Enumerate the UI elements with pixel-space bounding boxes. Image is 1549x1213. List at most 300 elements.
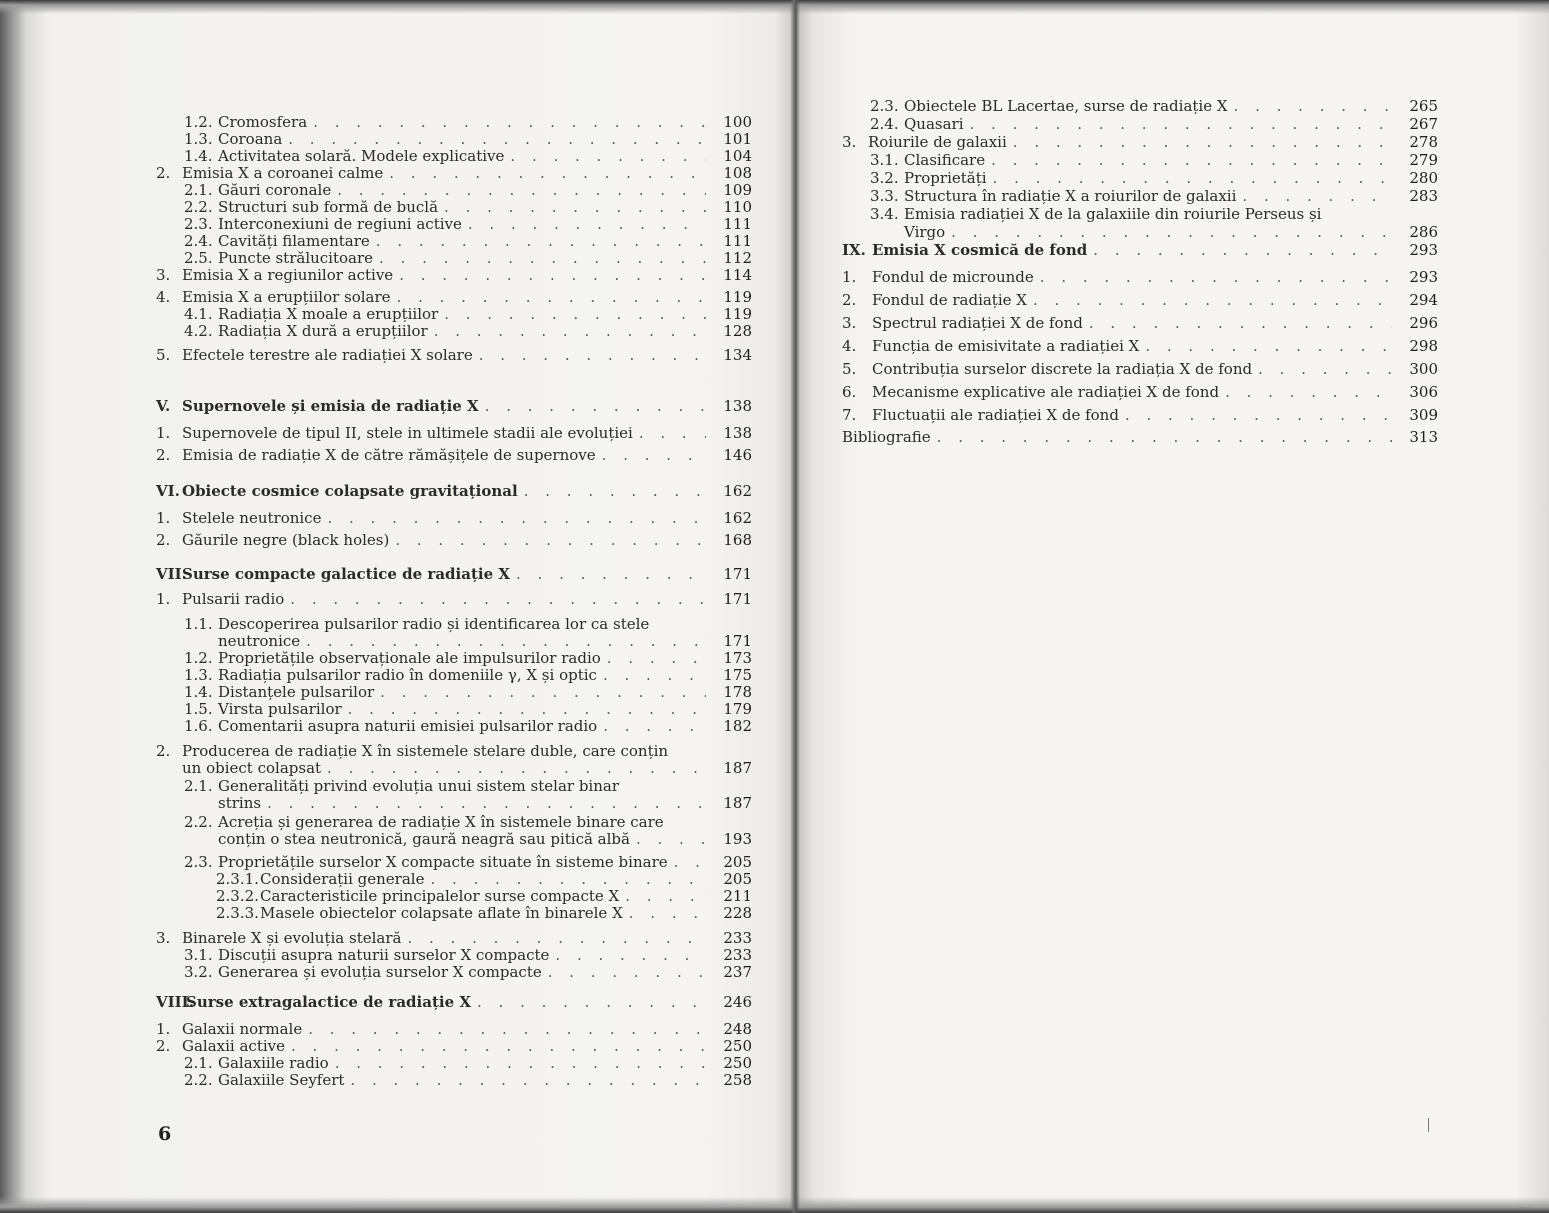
toc-page-number: 146	[723, 446, 752, 464]
toc-number: 1.	[156, 424, 171, 442]
toc-entry	[156, 113, 752, 131]
toc-number: 5.	[156, 346, 171, 364]
toc-entry	[842, 337, 1438, 355]
toc-title: Emisia de radiație X de către rămășițele de supernove	[182, 446, 596, 464]
toc-entry	[156, 649, 752, 667]
toc-number: 1.2.	[184, 113, 213, 131]
toc-title: Radiația X dură a erupțiilor	[218, 322, 428, 340]
leader-dots	[603, 666, 706, 684]
pencil-mark	[1428, 1118, 1429, 1132]
toc-page-number: 138	[723, 424, 752, 442]
toc-entry	[842, 151, 1438, 169]
toc-title: Distanțele pulsarilor	[218, 683, 375, 701]
toc-entry	[156, 700, 752, 718]
leader-dots	[636, 830, 706, 848]
toc-entry-continuation	[156, 632, 752, 650]
leader-dots	[485, 397, 706, 415]
leader-dots	[516, 565, 706, 583]
toc-page-number: 298	[1409, 337, 1438, 355]
toc-number: 2.2.	[184, 813, 213, 831]
toc-title-continuation: un obiect colapsat	[182, 759, 322, 777]
toc-page-number: 306	[1409, 383, 1438, 401]
leader-dots	[350, 1071, 706, 1089]
toc-page-number: 182	[723, 717, 752, 735]
toc-entry-continuation	[156, 759, 752, 777]
toc-entry	[156, 904, 752, 922]
toc-number: 3.2.	[870, 169, 899, 187]
toc-entry	[156, 288, 752, 306]
toc-entry	[156, 181, 752, 199]
toc-entry	[156, 887, 752, 905]
toc-title: Spectrul radiației X de fond	[872, 314, 1083, 332]
toc-page-number: 111	[723, 232, 752, 250]
toc-number: V.	[156, 397, 171, 415]
toc-number: 6.	[842, 383, 857, 401]
toc-chapter	[842, 241, 1438, 259]
leader-dots	[335, 1054, 706, 1072]
toc-entry	[156, 813, 752, 831]
toc-page-number: 294	[1409, 291, 1438, 309]
toc-page-number: 119	[723, 288, 752, 306]
toc-number: 1.	[156, 1020, 171, 1038]
toc-chapter	[156, 993, 752, 1011]
toc-page-number: 179	[723, 700, 752, 718]
leader-dots	[267, 794, 706, 812]
toc-title: Proprietăți	[904, 169, 987, 187]
toc-page-number: 162	[723, 482, 752, 500]
toc-title-continuation: neutronice	[218, 632, 301, 650]
toc-number: 2.	[842, 291, 857, 309]
leader-dots	[380, 683, 706, 701]
toc-entry-continuation	[156, 794, 752, 812]
toc-page-number: 265	[1409, 97, 1438, 115]
toc-entry	[156, 717, 752, 735]
leader-dots	[1033, 291, 1392, 309]
leader-dots	[1089, 314, 1392, 332]
toc-number: 3.2.	[184, 963, 213, 981]
toc-title: Galaxii active	[182, 1037, 286, 1055]
toc-entry	[156, 232, 752, 250]
leader-dots	[389, 164, 706, 182]
toc-title: Galaxii normale	[182, 1020, 303, 1038]
toc-title: Bibliografie	[842, 428, 931, 446]
leader-dots	[313, 113, 706, 131]
toc-title: Clasificare	[904, 151, 986, 169]
toc-number: 2.2.	[184, 198, 213, 216]
toc-entry	[156, 683, 752, 701]
toc-page-number: 286	[1409, 223, 1438, 241]
book-spine	[790, 0, 800, 1213]
leader-dots	[524, 482, 706, 500]
leader-dots	[1093, 241, 1392, 259]
leader-dots	[991, 151, 1392, 169]
toc-entry	[156, 777, 752, 795]
leader-dots	[1125, 406, 1392, 424]
toc-page-number: 205	[723, 853, 752, 871]
toc-chapter	[156, 482, 752, 500]
toc-title: Radiația pulsarilor radio în domeniile γ, X și optic	[218, 666, 597, 684]
toc-number: 2.	[156, 531, 171, 549]
toc-entry	[156, 249, 752, 267]
toc-number: 3.1.	[184, 946, 213, 964]
toc-entry	[842, 115, 1438, 133]
toc-title-continuation: Virgo	[904, 223, 946, 241]
leader-dots	[306, 632, 706, 650]
leader-dots	[468, 215, 706, 233]
toc-entry-continuation	[156, 830, 752, 848]
toc-page-number: 280	[1409, 169, 1438, 187]
leader-dots	[1145, 337, 1392, 355]
toc-number: 2.	[156, 1037, 171, 1055]
leader-dots	[603, 717, 706, 735]
toc-entry	[842, 406, 1438, 424]
leader-dots	[674, 853, 706, 871]
leader-dots	[1040, 268, 1392, 286]
toc-entry	[156, 1037, 752, 1055]
toc-page-number: 279	[1409, 151, 1438, 169]
toc-number: 2.	[156, 164, 171, 182]
toc-entry	[156, 266, 752, 284]
leader-dots	[1258, 360, 1392, 378]
toc-title: Galaxiile Seyfert	[218, 1071, 345, 1089]
toc-number: 2.3.	[870, 97, 899, 115]
toc-number: 3.	[842, 133, 857, 151]
leader-dots	[477, 993, 706, 1011]
toc-title: Emisia X cosmică de fond	[872, 241, 1088, 259]
leader-dots	[308, 1020, 706, 1038]
toc-number: 4.1.	[184, 305, 213, 323]
leader-dots	[327, 759, 706, 777]
toc-entry	[842, 360, 1438, 378]
toc-title: Găuri coronale	[218, 181, 332, 199]
toc-entry	[156, 305, 752, 323]
toc-entry	[842, 97, 1438, 115]
toc-title: Binarele X și evoluția stelară	[182, 929, 402, 947]
toc-page-number: 278	[1409, 133, 1438, 151]
toc-entry	[156, 531, 752, 549]
toc-number: 2.1.	[184, 777, 213, 795]
toc-entry	[156, 870, 752, 888]
toc-page-number: 162	[723, 509, 752, 527]
toc-number: 1.3.	[184, 130, 213, 148]
toc-title: Structura în radiație X a roiurilor de galaxii	[904, 187, 1237, 205]
toc-page-number: 313	[1409, 428, 1438, 446]
toc-title: Cavități filamentare	[218, 232, 370, 250]
leader-dots	[639, 424, 706, 442]
toc-page-number: 171	[723, 590, 752, 608]
toc-page-number: 248	[723, 1020, 752, 1038]
toc-chapter	[156, 565, 752, 583]
leader-dots	[399, 266, 706, 284]
toc-page-number: 108	[723, 164, 752, 182]
toc-number: 1.	[156, 509, 171, 527]
toc-entry	[842, 314, 1438, 332]
toc-entry	[156, 322, 752, 340]
toc-number: 3.	[156, 929, 171, 947]
toc-title-continuation: strins	[218, 794, 262, 812]
toc-page-number: 128	[723, 322, 752, 340]
toc-entry	[842, 428, 1438, 446]
toc-title: Comentarii asupra naturii emisiei pulsarilor radio	[218, 717, 598, 735]
toc-page-number: 283	[1409, 187, 1438, 205]
page-top-edge	[795, 0, 1549, 14]
leader-dots	[510, 147, 706, 165]
toc-number: 3.	[156, 266, 171, 284]
toc-title: Funcția de emisivitate a radiației X	[872, 337, 1140, 355]
toc-entry	[842, 133, 1438, 151]
toc-title: Mecanisme explicative ale radiației X de fond	[872, 383, 1220, 401]
leader-dots	[434, 322, 706, 340]
toc-entry	[156, 742, 752, 760]
leader-dots	[397, 288, 706, 306]
toc-entry	[842, 187, 1438, 205]
toc-page-number: 300	[1409, 360, 1438, 378]
toc-entry	[156, 1020, 752, 1038]
leader-dots	[607, 649, 706, 667]
toc-page-number: 187	[723, 759, 752, 777]
toc-title: Supernovele și emisia de radiație X	[182, 397, 479, 415]
toc-title: Galaxiile radio	[218, 1054, 329, 1072]
toc-number: 1.1.	[184, 615, 213, 633]
toc-entry	[842, 268, 1438, 286]
toc-title: Acreția și generarea de radiație X în sistemele binare care	[218, 813, 664, 831]
leader-dots	[937, 428, 1392, 446]
toc-title: Surse compacte galactice de radiație X	[182, 565, 510, 583]
toc-page-number: 193	[723, 830, 752, 848]
toc-entry	[156, 853, 752, 871]
toc-page-number: 101	[723, 130, 752, 148]
toc-entry	[156, 446, 752, 464]
toc-title: Coroana	[218, 130, 283, 148]
toc-title: Puncte strălucitoare	[218, 249, 374, 267]
toc-number: 2.3.	[184, 853, 213, 871]
leader-dots	[479, 346, 706, 364]
toc-title: Contribuția surselor discrete la radiația X de fond	[872, 360, 1253, 378]
toc-entry-continuation	[842, 223, 1438, 241]
toc-page-number: 267	[1409, 115, 1438, 133]
toc-title: Cromosfera	[218, 113, 308, 131]
toc-title: Fluctuații ale radiației X de fond	[872, 406, 1119, 424]
toc-title: Quasari	[904, 115, 964, 133]
toc-title: Efectele terestre ale radiației X solare	[182, 346, 473, 364]
toc-number: 2.4.	[184, 232, 213, 250]
toc-title: Considerații generale	[260, 870, 425, 888]
leader-dots	[629, 904, 706, 922]
toc-entry	[842, 291, 1438, 309]
toc-title: Emisia X a coroanei calme	[182, 164, 384, 182]
toc-page-number: 233	[723, 929, 752, 947]
leader-dots	[376, 232, 706, 250]
toc-title: Roiurile de galaxii	[868, 133, 1007, 151]
toc-entry	[842, 169, 1438, 187]
toc-entry	[156, 130, 752, 148]
toc-page-number: 171	[723, 632, 752, 650]
toc-title: Obiecte cosmice colapsate gravitațional	[182, 482, 518, 500]
toc-title: Proprietățile surselor X compacte situate în sisteme binare	[218, 853, 668, 871]
leader-dots	[379, 249, 706, 267]
toc-number: 1.4.	[184, 683, 213, 701]
leader-dots	[993, 169, 1392, 187]
toc-number: 2.	[156, 742, 171, 760]
toc-page-number: 309	[1409, 406, 1438, 424]
toc-title: Emisia X a regiunilor active	[182, 266, 394, 284]
toc-entry	[156, 666, 752, 684]
page-bottom-edge	[795, 1197, 1549, 1213]
toc-page-number: 228	[723, 904, 752, 922]
toc-page-number: 171	[723, 565, 752, 583]
toc-number: 4.2.	[184, 322, 213, 340]
leader-dots	[291, 1037, 706, 1055]
toc-page-number: 211	[723, 887, 752, 905]
toc-entry	[156, 1071, 752, 1089]
toc-number: 2.5.	[184, 249, 213, 267]
toc-number: 2.1.	[184, 181, 213, 199]
toc-page-number: 233	[723, 946, 752, 964]
toc-page-number: 100	[723, 113, 752, 131]
toc-number: 2.3.1.	[216, 870, 259, 888]
toc-title: Discuții asupra naturii surselor X compacte	[218, 946, 550, 964]
toc-title: Activitatea solară. Modele explicative	[218, 147, 505, 165]
leader-dots	[1242, 187, 1392, 205]
leader-dots	[288, 130, 706, 148]
toc-entry	[156, 424, 752, 442]
leader-dots	[348, 700, 706, 718]
toc-title: Găurile negre (black holes)	[182, 531, 390, 549]
toc-page-number: 112	[723, 249, 752, 267]
leader-dots	[290, 590, 706, 608]
toc-page-number: 246	[723, 993, 752, 1011]
toc-page-number: 293	[1409, 241, 1438, 259]
page-bottom-edge	[0, 1197, 795, 1213]
toc-entry	[156, 615, 752, 633]
toc-title: Supernovele de tipul II, stele in ultimele stadii ale evoluției	[182, 424, 633, 442]
toc-title: Caracteristicile principalelor surse compacte X	[260, 887, 620, 905]
toc-title: Emisia X a erupțiilor solare	[182, 288, 391, 306]
toc-entry	[156, 929, 752, 947]
toc-page-number: 187	[723, 794, 752, 812]
toc-page-number: 114	[723, 266, 752, 284]
leader-dots	[951, 223, 1392, 241]
toc-number: 1.	[842, 268, 857, 286]
toc-page-number: 237	[723, 963, 752, 981]
toc-number: 2.3.3.	[216, 904, 259, 922]
toc-number: 3.4.	[870, 205, 899, 223]
page-number: 6	[158, 1123, 172, 1145]
leader-dots	[1234, 97, 1392, 115]
toc-entry	[156, 946, 752, 964]
toc-title: Generarea și evoluția surselor X compacte	[218, 963, 542, 981]
toc-title: Producerea de radiație X în sistemele stelare duble, care conțin	[182, 742, 669, 760]
toc-entry	[156, 509, 752, 527]
leader-dots	[444, 305, 706, 323]
toc-title: Fondul de radiație X	[872, 291, 1027, 309]
leader-dots	[395, 531, 706, 549]
toc-page-number: 250	[723, 1037, 752, 1055]
leader-dots	[555, 946, 706, 964]
toc-page-number: 110	[723, 198, 752, 216]
leader-dots	[548, 963, 706, 981]
toc-number: 1.4.	[184, 147, 213, 165]
toc-number: 2.3.2.	[216, 887, 259, 905]
leader-dots	[625, 887, 706, 905]
toc-number: VI.	[156, 482, 180, 500]
toc-number: 2.1.	[184, 1054, 213, 1072]
toc-page-number: 134	[723, 346, 752, 364]
toc-number: IX.	[842, 241, 866, 259]
toc-number: 1.6.	[184, 717, 213, 735]
toc-number: 3.3.	[870, 187, 899, 205]
leader-dots	[407, 929, 706, 947]
toc-page-number: 138	[723, 397, 752, 415]
toc-page-number: 250	[723, 1054, 752, 1072]
toc-title: Generalități privind evoluția unui sistem stelar binar	[218, 777, 620, 795]
toc-title: Radiația X moale a erupțiilor	[218, 305, 439, 323]
toc-page-number: 175	[723, 666, 752, 684]
leader-dots	[327, 509, 706, 527]
toc-title: Masele obiectelor colapsate aflate în binarele X	[260, 904, 623, 922]
toc-number: 2.	[156, 446, 171, 464]
toc-number: 2.2.	[184, 1071, 213, 1089]
toc-title: Fondul de microunde	[872, 268, 1034, 286]
toc-page-number: 178	[723, 683, 752, 701]
toc-number: 2.3.	[184, 215, 213, 233]
toc-title: Surse extragalactice de radiație X	[186, 993, 471, 1011]
toc-entry	[842, 383, 1438, 401]
toc-page-number: 258	[723, 1071, 752, 1089]
toc-title: Virsta pulsarilor	[218, 700, 342, 718]
toc-title: Descoperirea pulsarilor radio și identificarea lor ca stele	[218, 615, 650, 633]
leader-dots	[970, 115, 1392, 133]
toc-entry	[842, 205, 1438, 223]
toc-number: 4.	[842, 337, 857, 355]
toc-page-number: 168	[723, 531, 752, 549]
toc-entry	[156, 1054, 752, 1072]
toc-entry	[156, 215, 752, 233]
toc-number: 7.	[842, 406, 857, 424]
toc-number: 1.3.	[184, 666, 213, 684]
toc-number: 5.	[842, 360, 857, 378]
toc-number: 3.1.	[870, 151, 899, 169]
toc-page-number: 104	[723, 147, 752, 165]
toc-page-number: 173	[723, 649, 752, 667]
toc-entry	[156, 198, 752, 216]
toc-number: 1.	[156, 590, 171, 608]
toc-title: Pulsarii radio	[182, 590, 285, 608]
leader-dots	[337, 181, 706, 199]
toc-entry	[156, 164, 752, 182]
toc-page-number: 111	[723, 215, 752, 233]
toc-number: 2.4.	[870, 115, 899, 133]
page-top-edge	[0, 0, 795, 14]
toc-number: 1.5.	[184, 700, 213, 718]
toc-number: VII.	[156, 565, 187, 583]
leader-dots	[444, 198, 706, 216]
toc-number: 3.	[842, 314, 857, 332]
toc-title: Proprietățile observaționale ale impulsurilor radio	[218, 649, 601, 667]
leader-dots	[1225, 383, 1392, 401]
toc-page-number: 119	[723, 305, 752, 323]
toc-entry	[156, 346, 752, 364]
toc-entry	[156, 590, 752, 608]
toc-title: Obiectele BL Lacertae, surse de radiație X	[904, 97, 1228, 115]
toc-title: Interconexiuni de regiuni active	[218, 215, 462, 233]
toc-page-number: 205	[723, 870, 752, 888]
toc-number: 1.2.	[184, 649, 213, 667]
toc-number: VIII.	[156, 993, 194, 1011]
toc-page-number: 293	[1409, 268, 1438, 286]
toc-title-continuation: conțin o stea neutronică, gaură neagră sau pitică albă	[218, 830, 630, 848]
toc-chapter	[156, 397, 752, 415]
